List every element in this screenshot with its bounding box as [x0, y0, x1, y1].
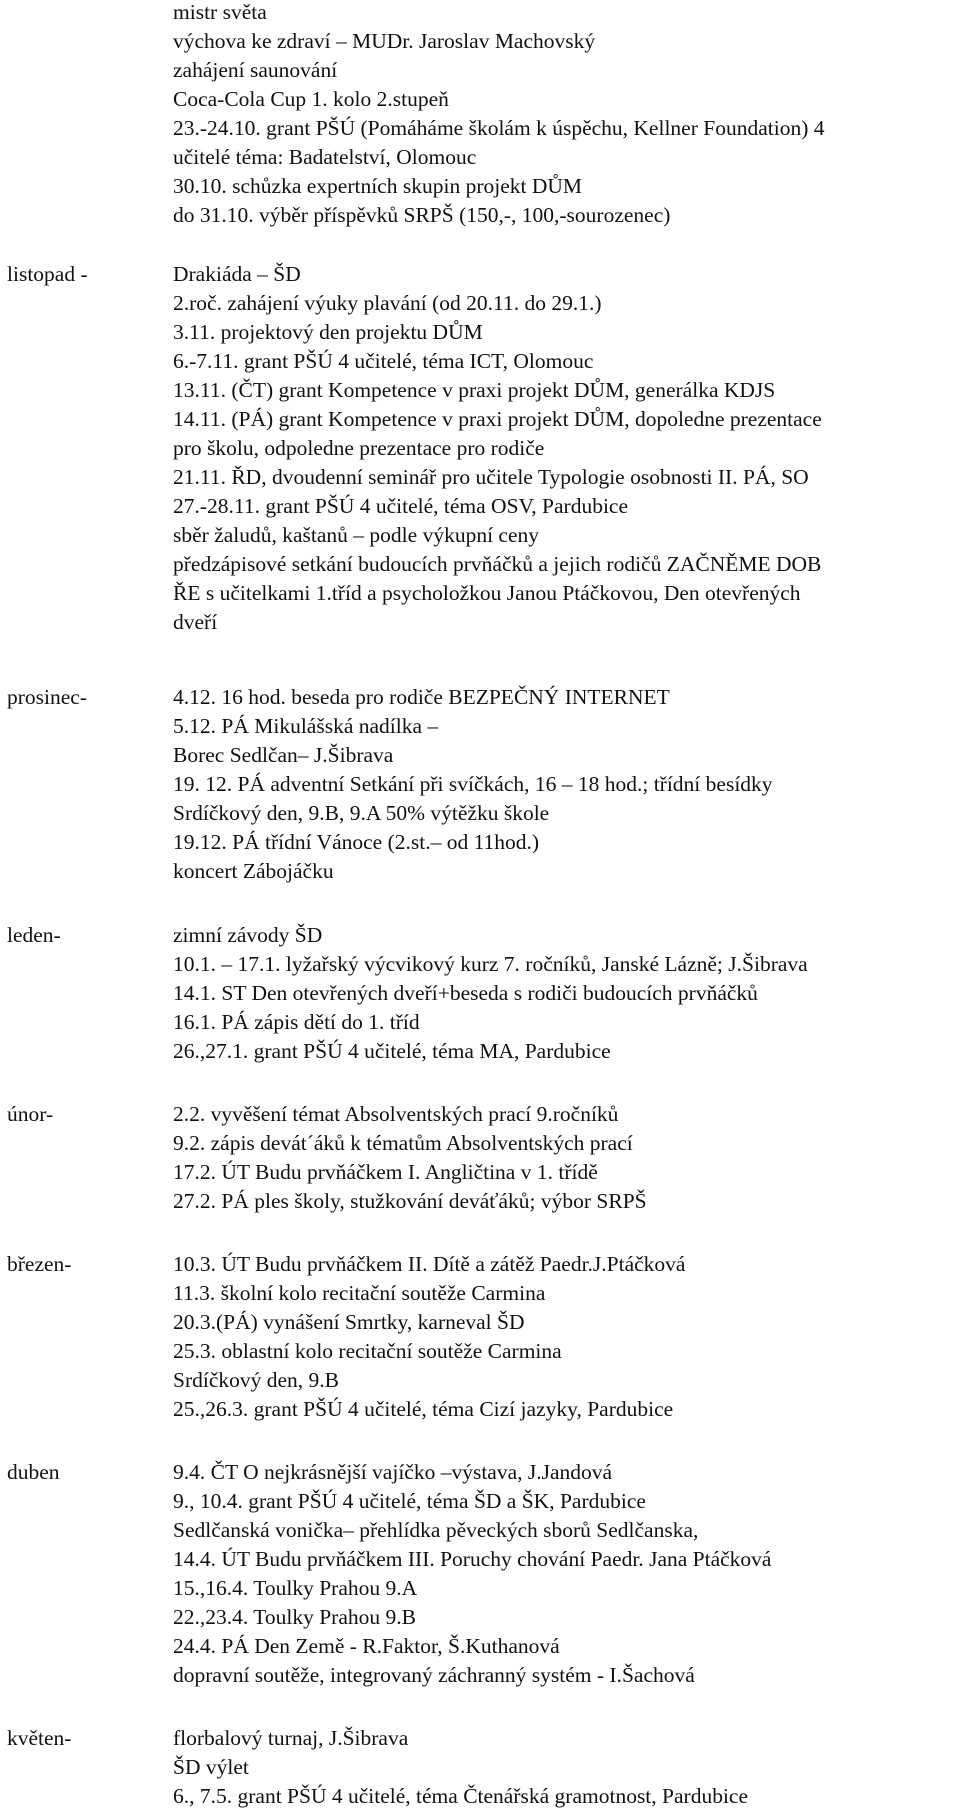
event-line: 17.2. ÚT Budu prvňáčkem I. Angličtina v 1. třídě: [173, 1160, 598, 1184]
event-line: 3.11. projektový den projektu DŮM: [173, 320, 483, 344]
event-line: Drakiáda – ŠD: [173, 262, 301, 286]
event-line: 4.12. 16 hod. beseda pro rodiče BEZPEČNÝ INTERNET: [173, 685, 670, 709]
month-label-duben: duben: [7, 1460, 60, 1484]
event-line: dopravní soutěže, integrovaný záchranný systém - I.Šachová: [173, 1663, 695, 1687]
event-line: koncert Zábojáčku: [173, 859, 334, 883]
event-line: 10.3. ÚT Budu prvňáčkem II. Dítě a zátěž Paedr.J.Ptáčková: [173, 1252, 686, 1276]
event-line: pro školu, odpoledne prezentace pro rodiče: [173, 436, 545, 460]
event-line: 5.12. PÁ Mikulášská nadílka –: [173, 714, 439, 738]
event-line: 14.11. (PÁ) grant Kompetence v praxi projekt DŮM, dopoledne prezentace: [173, 407, 822, 431]
event-line: 9.2. zápis devát´áků k tématům Absolventských prací: [173, 1131, 633, 1155]
event-line: 6., 7.5. grant PŠÚ 4 učitelé, téma Čtenářská gramotnost, Pardubice: [173, 1784, 748, 1808]
event-line: Borec Sedlčan– J.Šibrava: [173, 743, 394, 767]
event-line: 11.3. školní kolo recitační soutěže Carmina: [173, 1281, 546, 1305]
event-line: 2.2. vyvěšení témat Absolventských prací 9.ročníků: [173, 1102, 619, 1126]
event-line: zimní závody ŠD: [173, 923, 323, 947]
event-line: 2.roč. zahájení výuky plavání (od 20.11. do 29.1.): [173, 291, 602, 315]
event-line: 30.10. schůzka expertních skupin projekt DŮM: [173, 174, 583, 198]
event-line: 20.3.(PÁ) vynášení Smrtky, karneval ŠD: [173, 1310, 525, 1334]
event-line: mistr světa: [173, 0, 267, 24]
event-line: 13.11. (ČT) grant Kompetence v praxi projekt DŮM, generálka KDJS: [173, 378, 776, 402]
event-line: 27.2. PÁ ples školy, stužkování deváťáků; výbor SRPŠ: [173, 1189, 647, 1213]
event-line: 16.1. PÁ zápis dětí do 1. tříd: [173, 1010, 420, 1034]
event-line: 27.-28.11. grant PŠÚ 4 učitelé, téma OSV, Pardubice: [173, 494, 629, 518]
event-line: Srdíčkový den, 9.B: [173, 1368, 340, 1392]
event-line: 26.,27.1. grant PŠÚ 4 učitelé, téma MA, Pardubice: [173, 1039, 611, 1063]
event-line: sběr žaludů, kaštanů – podle výkupní ceny: [173, 523, 540, 547]
event-line: 22.,23.4. Toulky Prahou 9.B: [173, 1605, 416, 1629]
event-line: zahájení saunování: [173, 58, 338, 82]
event-line: 19. 12. PÁ adventní Setkání při svíčkách, 16 – 18 hod.; třídní besídky: [173, 772, 773, 796]
event-line: 25.3. oblastní kolo recitační soutěže Carmina: [173, 1339, 562, 1363]
month-label-kveten: květen-: [7, 1726, 72, 1750]
event-line: 14.1. ST Den otevřených dveří+beseda s rodiči budoucích prvňáčků: [173, 981, 758, 1005]
event-line: 19.12. PÁ třídní Vánoce (2.st.– od 11hod.): [173, 830, 540, 854]
event-line: 25.,26.3. grant PŠÚ 4 učitelé, téma Cizí jazyky, Pardubice: [173, 1397, 674, 1421]
month-label-unor: únor-: [7, 1102, 54, 1126]
event-line: 15.,16.4. Toulky Prahou 9.A: [173, 1576, 418, 1600]
event-line: do 31.10. výběr příspěvků SRPŠ (150,-, 100,-sourozenec): [173, 203, 671, 227]
event-line: 14.4. ÚT Budu prvňáčkem III. Poruchy chování Paedr. Jana Ptáčková: [173, 1547, 772, 1571]
event-line: 24.4. PÁ Den Země - R.Faktor, Š.Kuthanová: [173, 1634, 560, 1658]
event-line: výchova ke zdraví – MUDr. Jaroslav Machovský: [173, 29, 596, 53]
event-line: 10.1. – 17.1. lyžařský výcvikový kurz 7. ročníků, Janské Lázně; J.Šibrava: [173, 952, 808, 976]
event-line: 9., 10.4. grant PŠÚ 4 učitelé, téma ŠD a ŠK, Pardubice: [173, 1489, 646, 1513]
event-line: dveří: [173, 610, 218, 634]
month-label-brezen: březen-: [7, 1252, 72, 1276]
event-line: 9.4. ČT O nejkrásnější vajíčko –výstava, J.Jandová: [173, 1460, 613, 1484]
event-line: 21.11. ŘD, dvoudenní seminář pro učitele Typologie osobnosti II. PÁ, SO: [173, 465, 809, 489]
event-line: florbalový turnaj, J.Šibrava: [173, 1726, 409, 1750]
event-line: 6.-7.11. grant PŠÚ 4 učitelé, téma ICT, Olomouc: [173, 349, 594, 373]
month-label-listopad: listopad -: [7, 262, 88, 286]
event-line: 23.-24.10. grant PŠÚ (Pomáháme školám k úspěchu, Kellner Foundation) 4: [173, 116, 825, 140]
event-line: učitelé téma: Badatelství, Olomouc: [173, 145, 477, 169]
event-line: Srdíčkový den, 9.B, 9.A 50% výtěžku škole: [173, 801, 550, 825]
month-label-leden: leden-: [7, 923, 61, 947]
event-line: ŘE s učitelkami 1.tříd a psycholožkou Janou Ptáčkovou, Den otevřených: [173, 581, 801, 605]
event-line: předzápisové setkání budoucích prvňáčků a jejich rodičů ZAČNĚME DOB: [173, 552, 822, 576]
month-label-prosinec: prosinec-: [7, 685, 87, 709]
event-line: ŠD výlet: [173, 1755, 249, 1779]
event-line: Coca-Cola Cup 1. kolo 2.stupeň: [173, 87, 449, 111]
event-line: Sedlčanská vonička– přehlídka pěveckých sborů Sedlčanska,: [173, 1518, 699, 1542]
